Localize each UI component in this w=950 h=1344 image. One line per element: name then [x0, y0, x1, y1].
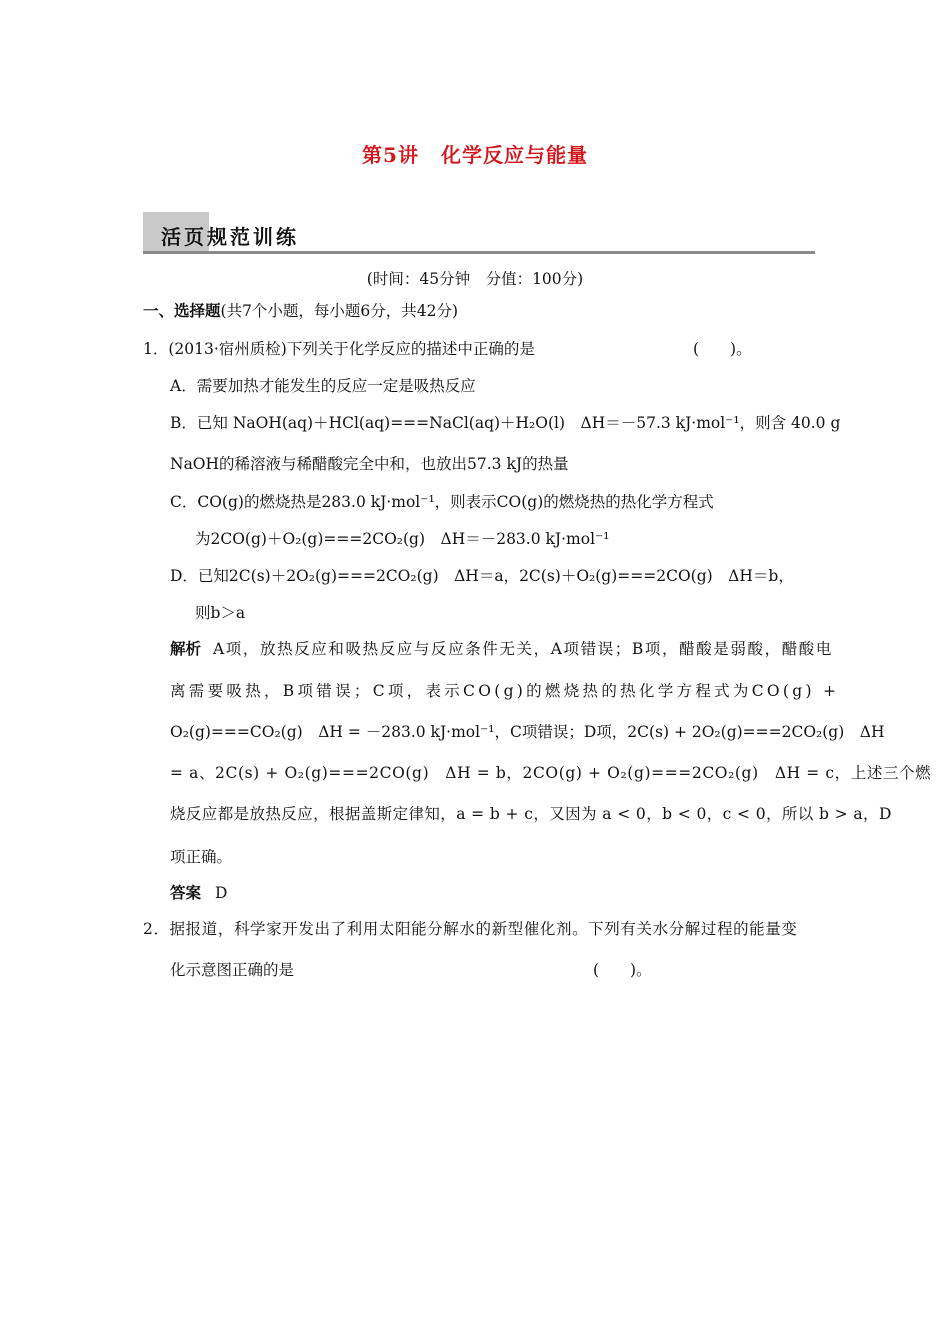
analysis-text: A项，放热反应和吸热反应与反应条件无关，A项错误；B项，醋酸是弱酸，醋酸电 [213, 640, 833, 658]
option-b-line-2: NaOH的稀溶液与稀醋酸完全中和，也放出57.3 kJ的热量 [170, 455, 569, 473]
analysis-line [170, 637, 833, 659]
option-a: A．需要加热才能发生的反应一定是吸热反应 [170, 377, 476, 395]
option-c-line-2: 为2CO(g)＋O₂(g)===2CO₂(g) ΔH＝－283.0 kJ·mol⁻¹ [195, 530, 610, 548]
page-title [0, 139, 950, 168]
answer-value: D [215, 884, 228, 902]
lecture-name: 化学反应与能量 [440, 143, 588, 167]
analysis-line: 项正确。 [170, 848, 233, 866]
question-1-number: 1． [143, 340, 169, 358]
question-2-answer-bracket: ( )。 [593, 961, 652, 979]
analysis-line: 离需要吸热，B项错误；C项，表示CO(g)的燃烧热的热化学方程式为CO(g) + [170, 682, 840, 700]
answer-label: 答案 [170, 883, 202, 902]
question-1-stem [143, 337, 535, 359]
analysis-label: 解析 [170, 639, 202, 658]
analysis-line: O₂(g)===CO₂(g) ΔH = －283.0 kJ·mol⁻¹，C项错误；D项，2C(s) + 2O₂(g)===2CO₂(g) ΔH [170, 723, 885, 741]
option-b-line-1: B．已知 NaOH(aq)＋HCl(aq)===NaCl(aq)＋H₂O(l) ΔH＝－57.3 kJ·mol⁻¹，则含 40.0 g [170, 414, 841, 432]
answer-line [170, 881, 227, 903]
analysis-line: = a、2C(s) + O₂(g)===2CO(g) ΔH = b，2CO(g) + O₂(g)===2CO₂(g) ΔH = c，上述三个燃 [170, 764, 932, 782]
section-heading [143, 299, 458, 321]
option-d-line-2: 则b＞a [195, 604, 246, 622]
question-1-text: 下列关于化学反应的描述中正确的是 [286, 340, 535, 358]
analysis-line: 烧反应都是放热反应，根据盖斯定律知，a = b + c，又因为 a < 0，b < 0，c < 0，所以 b > a，D [170, 805, 892, 823]
section-heading-note: (共7个小题，每小题6分，共42分) [220, 302, 459, 320]
option-c-line-1: C．CO(g)的燃烧热是283.0 kJ·mol⁻¹，则表示CO(g)的燃烧热的热化学方程式 [170, 493, 714, 511]
banner-label: 活页规范训练 [161, 225, 299, 249]
banner-rule [143, 251, 815, 254]
lecture-number: 第5讲 [362, 143, 419, 167]
question-1-answer-bracket: ( )。 [693, 340, 752, 358]
time-score-info: (时间：45分钟 分值：100分) [366, 270, 584, 288]
option-d-line-1: D．已知2C(s)＋2O₂(g)===2CO₂(g) ΔH＝a，2C(s)＋O₂(g)===2CO(g) ΔH＝b， [170, 567, 794, 585]
section-banner [143, 212, 815, 254]
question-1-source: (2013·宿州质检) [168, 340, 287, 358]
section-heading-title: 一、选择题 [143, 301, 221, 320]
question-2-line-2: 化示意图正确的是 [170, 961, 295, 979]
question-2-line-1: 2．据报道，科学家开发出了利用太阳能分解水的新型催化剂。下列有关水分解过程的能量变 [143, 920, 798, 938]
